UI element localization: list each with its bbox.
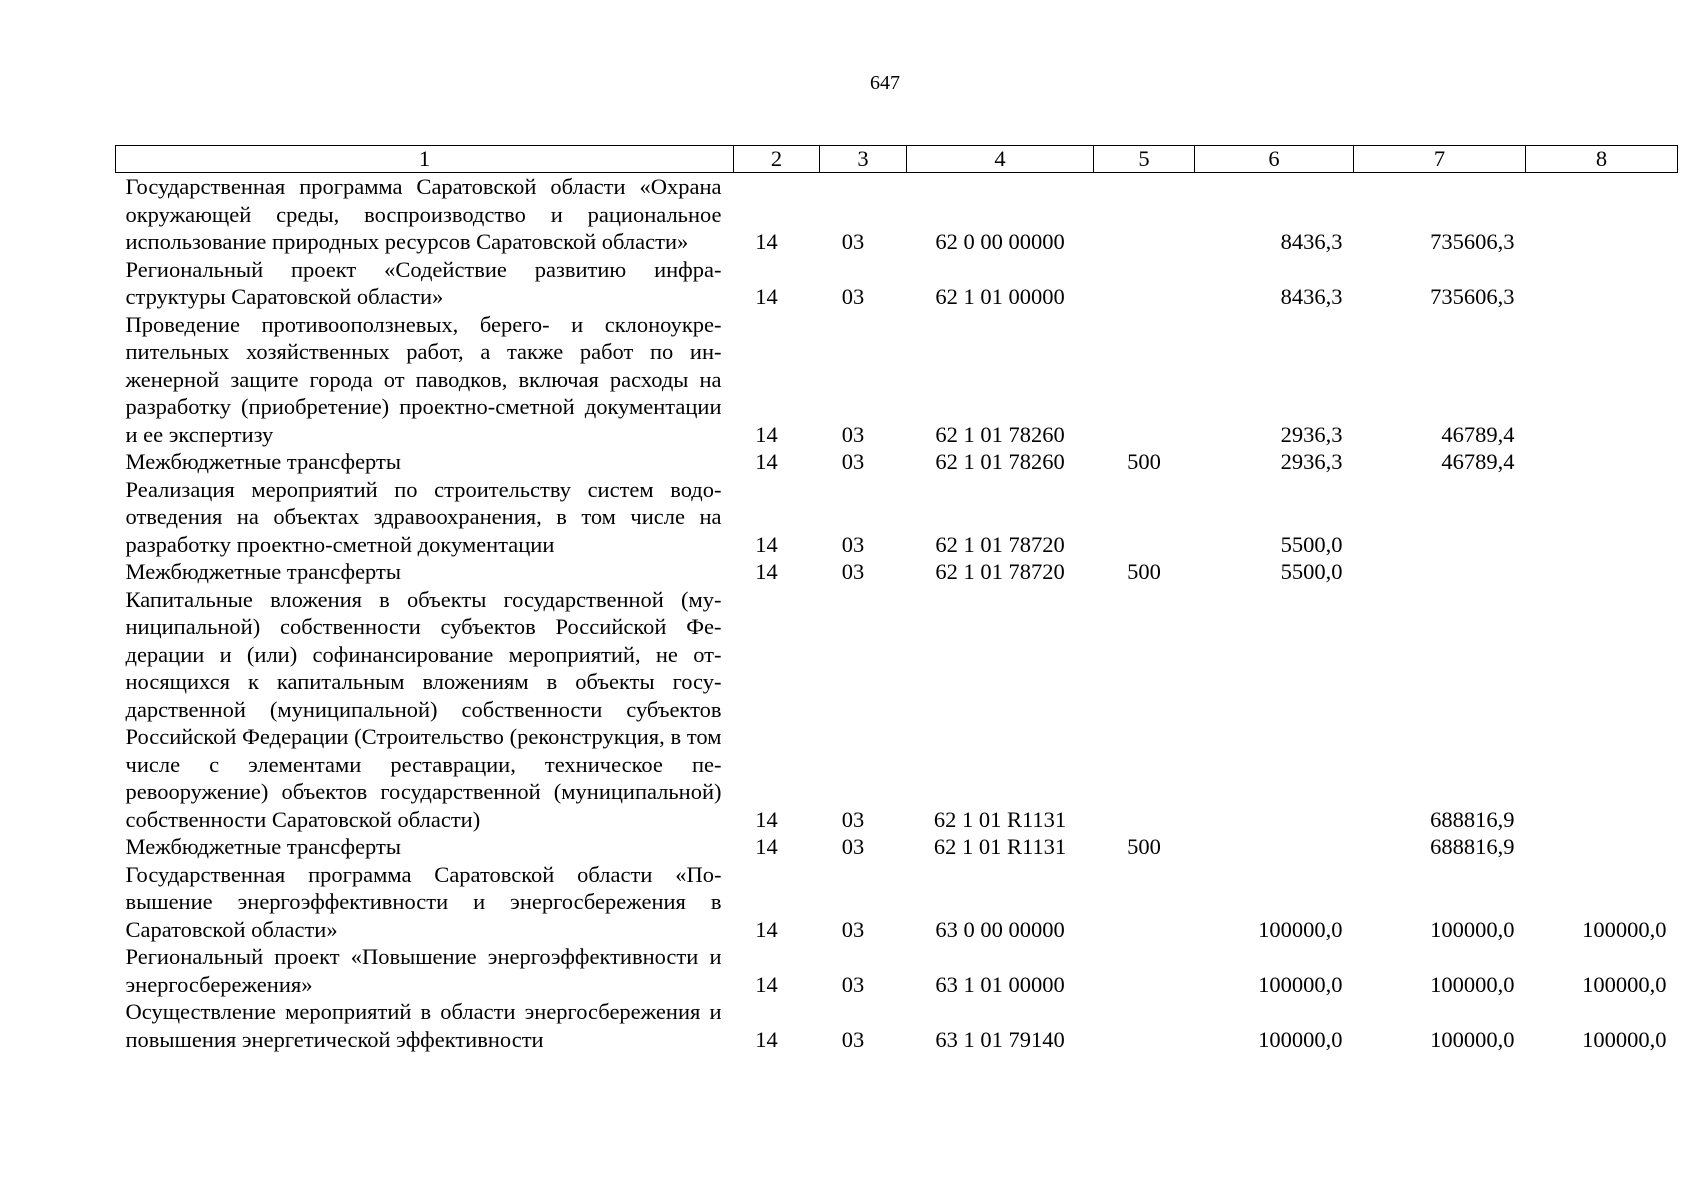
row-subsection-code: 03 — [841, 559, 865, 584]
row-expense-type-code — [1094, 861, 1195, 944]
row-expense-type-code — [1094, 476, 1195, 559]
row-amount-col8: 100000,0 — [1582, 971, 1667, 997]
table-row — [116, 311, 1678, 449]
table-row — [116, 448, 1678, 476]
row-target-article-code: 62 1 01 R1131 — [933, 806, 1067, 832]
row-amount-col6: 8436,3 — [1280, 284, 1343, 309]
row-expense-type-code — [1094, 256, 1195, 311]
row-expense-type-code — [1094, 311, 1195, 449]
row-amount-col6: 100000,0 — [1258, 916, 1343, 942]
row-section-code: 14 — [755, 421, 778, 447]
row-subsection-code: 03 — [841, 449, 865, 474]
header-cell-8: 8 — [1526, 146, 1678, 173]
table-row — [116, 943, 1678, 998]
header-cell-4: 4 — [907, 146, 1094, 173]
row-target-article-code: 63 1 01 79140 — [935, 1026, 1065, 1052]
row-amount-col8 — [1526, 256, 1678, 311]
row-amount-col7: 735606,3 — [1430, 284, 1515, 309]
row-section-code: 14 — [755, 834, 778, 859]
row-description: Осуществление мероприятий в области энергосбережения и повышения энергетической эффективности — [125, 999, 722, 1052]
row-subsection-code: 03 — [841, 421, 865, 447]
header-cell-5: 5 — [1094, 146, 1195, 173]
row-amount-col8: 100000,0 — [1582, 1026, 1667, 1052]
row-target-article-code: 62 0 00 00000 — [935, 229, 1065, 254]
row-description: Государственная программа Саратовской области «Повышение энергоэффективности и энергосбережения в Саратовской области» — [125, 861, 722, 942]
row-expense-type-code — [1094, 943, 1195, 998]
row-amount-col7 — [1354, 558, 1526, 586]
table-body — [116, 173, 1678, 1054]
page-number: 647 — [870, 72, 900, 94]
row-description: Государственная программа Саратовской области «Охрана окружающей среды, воспроизводство и рациональное использование природных ресурсов Саратовской области» — [125, 174, 722, 254]
row-amount-col8 — [1526, 476, 1678, 559]
row-amount-col7: 46789,4 — [1441, 449, 1515, 474]
row-amount-col6 — [1195, 833, 1354, 861]
row-section-code: 14 — [755, 449, 778, 474]
row-amount-col7: 735606,3 — [1430, 229, 1515, 254]
row-section-code: 14 — [755, 531, 778, 557]
row-amount-col8 — [1526, 586, 1678, 834]
header-cell-7: 7 — [1354, 146, 1526, 173]
row-section-code: 14 — [755, 1026, 778, 1052]
row-description: Проведение противооползневых, берего- и склоноукрепительных хозяйственных работ, а также работ по инженерной защите города от паводков, включая расходы на разработку (приобретение) проектно-сметной документации и ее экспертизу — [125, 311, 722, 447]
table-row — [116, 586, 1678, 834]
row-subsection-code: 03 — [841, 531, 865, 557]
row-section-code: 14 — [755, 916, 778, 942]
row-amount-col7 — [1354, 476, 1526, 559]
row-target-article-code: 62 1 01 78260 — [935, 449, 1065, 474]
row-description: Капитальные вложения в объекты государственной (муниципальной) собственности субъектов Российской Федерации и (или) софинансирование мероприятий, не относящихся к капитальным вложениям в объекты государственной (муниципальной) собственности субъектов Российской Федерации (Строительство (реконструкция, в том числе с элементами реставрации, техническое перевооружение) объектов государственной (муниципальной) собственности Саратовской области) — [125, 586, 722, 832]
row-expense-type-code: 500 — [1127, 449, 1161, 474]
row-amount-col7: 100000,0 — [1430, 971, 1515, 997]
row-section-code: 14 — [755, 284, 778, 309]
row-amount-col6: 8436,3 — [1280, 229, 1343, 254]
row-target-article-code: 63 1 01 00000 — [935, 971, 1065, 997]
table-row — [116, 476, 1678, 559]
row-subsection-code: 03 — [841, 1026, 865, 1052]
row-expense-type-code — [1094, 173, 1195, 256]
row-amount-col8 — [1526, 558, 1678, 586]
row-expense-type-code: 500 — [1127, 834, 1161, 859]
row-description: Межбюджетные трансферты — [125, 834, 401, 859]
row-section-code: 14 — [755, 971, 778, 997]
table-row — [116, 861, 1678, 944]
row-section-code: 14 — [755, 806, 778, 832]
row-amount-col6: 100000,0 — [1258, 1026, 1343, 1052]
row-amount-col7: 100000,0 — [1430, 916, 1515, 942]
table-row — [116, 558, 1678, 586]
row-amount-col7: 46789,4 — [1441, 421, 1515, 447]
row-subsection-code: 03 — [841, 284, 865, 309]
row-description: Реализация мероприятий по строительству систем водоотведения на объектах здравоохранения, в том числе на разработку проектно-сметной документации — [125, 476, 722, 557]
row-expense-type-code — [1094, 998, 1195, 1053]
row-subsection-code: 03 — [841, 916, 865, 942]
table-row — [116, 833, 1678, 861]
row-amount-col6: 100000,0 — [1258, 971, 1343, 997]
row-amount-col6 — [1195, 586, 1354, 834]
row-amount-col6: 5500,0 — [1280, 531, 1343, 557]
column-number-header — [116, 146, 1678, 173]
row-section-code: 14 — [755, 229, 778, 254]
row-expense-type-code — [1094, 586, 1195, 834]
table-row — [116, 998, 1678, 1053]
row-target-article-code: 62 1 01 00000 — [935, 284, 1065, 309]
row-description: Межбюджетные трансферты — [125, 559, 401, 584]
row-target-article-code: 62 1 01 78720 — [935, 531, 1065, 557]
row-target-article-code: 62 1 01 78260 — [935, 421, 1065, 447]
row-target-article-code: 62 1 01 R1131 — [933, 834, 1067, 859]
header-cell-2: 2 — [734, 146, 820, 173]
row-description: Межбюджетные трансферты — [125, 449, 401, 474]
row-target-article-code: 63 0 00 00000 — [935, 916, 1065, 942]
row-section-code: 14 — [755, 559, 778, 584]
row-target-article-code: 62 1 01 78720 — [935, 559, 1065, 584]
row-subsection-code: 03 — [841, 806, 865, 832]
budget-table — [115, 145, 1678, 1053]
row-description: Региональный проект «Повышение энергоэффективности и энергосбережения» — [125, 944, 722, 997]
row-amount-col6: 2936,3 — [1280, 421, 1343, 447]
row-subsection-code: 03 — [841, 834, 865, 859]
row-expense-type-code: 500 — [1127, 559, 1161, 584]
row-amount-col8 — [1526, 173, 1678, 256]
row-amount-col7: 100000,0 — [1430, 1026, 1515, 1052]
row-amount-col8 — [1526, 833, 1678, 861]
header-cell-1: 1 — [116, 146, 734, 173]
row-subsection-code: 03 — [841, 229, 865, 254]
row-amount-col7: 688816,9 — [1430, 834, 1515, 859]
row-amount-col6: 5500,0 — [1280, 559, 1343, 584]
table-row — [116, 256, 1678, 311]
row-amount-col6: 2936,3 — [1280, 449, 1343, 474]
header-cell-3: 3 — [820, 146, 907, 173]
row-amount-col8: 100000,0 — [1582, 916, 1667, 942]
header-cell-6: 6 — [1195, 146, 1354, 173]
row-amount-col8 — [1526, 311, 1678, 449]
table-row — [116, 173, 1678, 256]
row-subsection-code: 03 — [841, 971, 865, 997]
row-amount-col7: 688816,9 — [1430, 806, 1515, 832]
row-amount-col8 — [1526, 448, 1678, 476]
row-description: Региональный проект «Содействие развитию инфраструктуры Саратовской области» — [125, 256, 722, 309]
